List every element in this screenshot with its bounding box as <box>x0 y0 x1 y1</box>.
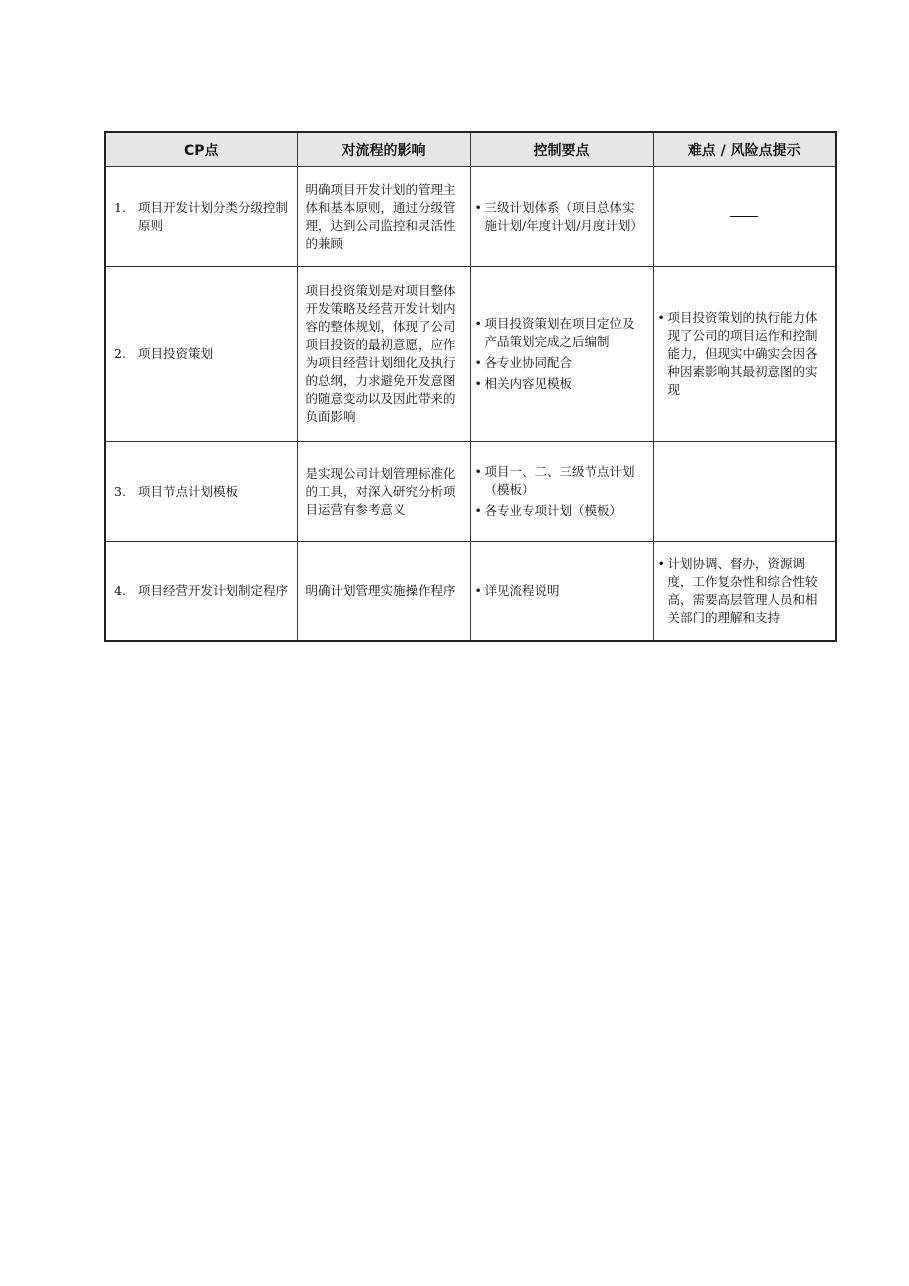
control-point: 三级计划体系（项目总体实施计划/年度计划/月度计划） <box>484 199 643 233</box>
risks-cell <box>653 267 836 442</box>
cp-label: 项目节点计划模板 <box>138 483 239 499</box>
impact-text: 明确计划管理实施操作程序 <box>305 583 456 598</box>
table-row <box>105 167 836 267</box>
controls-list <box>471 463 653 520</box>
em-dash-placeholder <box>730 216 758 217</box>
bullet-icon: • <box>474 464 482 479</box>
table-row <box>105 267 836 442</box>
controls-cell <box>470 267 653 442</box>
risks-cell <box>653 167 836 267</box>
bullet-icon: • <box>474 199 482 215</box>
impact-text: 明确项目开发计划的管理主体和基本原则，通过分级管理，达到公司监控和灵活性的兼顾 <box>305 181 456 251</box>
row-number: 3. <box>114 483 126 499</box>
list-item <box>475 199 647 235</box>
control-point: 项目投资策划在项目定位及产品策划完成之后编制 <box>484 316 635 349</box>
controls-list <box>471 582 653 600</box>
bullet-icon: • <box>657 556 665 571</box>
table-row <box>105 442 836 542</box>
cp-label: 项目开发计划分类分级控制原则 <box>138 199 289 233</box>
list-item <box>658 309 830 399</box>
list-item <box>475 315 647 351</box>
list-item <box>475 375 647 393</box>
row-number: 1. <box>114 199 126 215</box>
bullet-icon: • <box>657 310 665 325</box>
bullet-icon: • <box>474 316 482 331</box>
table-row <box>105 542 836 642</box>
impact-cell <box>297 542 470 642</box>
list-item <box>475 582 647 600</box>
risk-point: 计划协调、督办，资源调度，工作复杂性和综合性较高，需要高层管理人员和相关部门的理解和支持 <box>667 556 818 625</box>
impact-cell <box>297 267 470 442</box>
controls-cell <box>470 167 653 267</box>
controls-cell <box>470 542 653 642</box>
header-cp: CP点 <box>105 132 297 167</box>
bullet-icon: • <box>474 376 482 391</box>
control-point: 相关内容见模板 <box>484 376 573 391</box>
impact-cell <box>297 442 470 542</box>
cp-label: 项目投资策划 <box>138 346 214 361</box>
cp-label: 项目经营开发计划制定程序 <box>138 583 289 598</box>
impact-text: 项目投资策划是对项目整体开发策略及经营开发计划内容的整体规划，体现了公司项目投资的最初意愿，应作为项目经营计划细化及执行的总纲，力求避免开发意图的随意变动以及因此带来的负面影响 <box>305 283 456 424</box>
bullet-icon: • <box>474 355 482 370</box>
list-item <box>475 354 647 372</box>
risk-point: 项目投资策划的执行能力体现了公司的项目运作和控制能力，但现实中确实会因各种因素影响其最初意图的实现 <box>667 310 818 397</box>
controls-cell <box>470 442 653 542</box>
cp-cell <box>105 442 297 542</box>
header-controls: 控制要点 <box>470 132 653 167</box>
risks-list <box>654 555 836 627</box>
header-row <box>105 132 836 167</box>
controls-list <box>471 315 653 393</box>
controls-list <box>471 199 653 235</box>
control-point: 各专业专项计划（模板） <box>484 503 623 518</box>
cp-cell <box>105 542 297 642</box>
bullet-icon: • <box>474 583 482 598</box>
control-point: 各专业协同配合 <box>484 355 573 370</box>
list-item <box>475 502 647 520</box>
row-number: 2. <box>114 346 126 361</box>
control-point: 详见流程说明 <box>484 583 560 598</box>
risks-cell <box>653 542 836 642</box>
header-impact: 对流程的影响 <box>297 132 470 167</box>
risks-list <box>654 309 836 399</box>
impact-cell <box>297 167 470 267</box>
cp-table <box>104 131 837 642</box>
header-risks: 难点 / 风险点提示 <box>653 132 836 167</box>
list-item <box>475 463 647 499</box>
row-number: 4. <box>114 583 126 598</box>
risks-cell <box>653 442 836 542</box>
cp-cell <box>105 167 297 267</box>
impact-text: 是实现公司计划管理标准化的工具，对深入研究分析项目运营有参考意义 <box>305 465 456 517</box>
bullet-icon: • <box>474 503 482 518</box>
cp-cell <box>105 267 297 442</box>
list-item <box>658 555 830 627</box>
control-point: 项目一、二、三级节点计划（模板） <box>484 464 635 497</box>
